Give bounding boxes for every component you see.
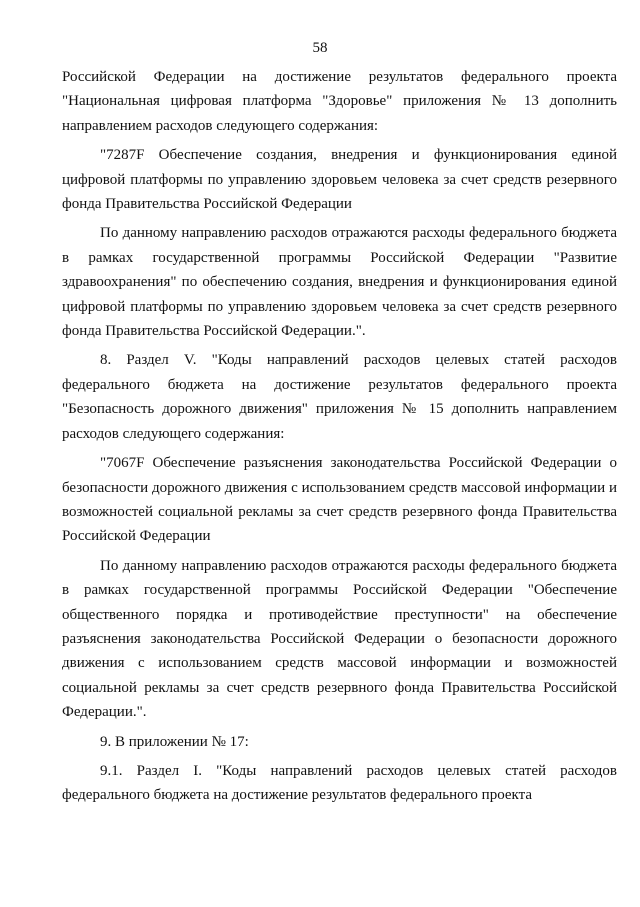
paragraph-code-7287f: "7287F Обеспечение создания, внедрения и функционирования единой цифровой платформы по управлению здоровьем человека за счет средств резервного фонда Правительства Российской Федерации [62,147,617,213]
paragraph-item-9-1: 9.1. Раздел I. "Коды направлений расходов целевых статей расходов федерального бюджета на достижение результатов федерального проекта [62,762,617,804]
paragraph-7287f-description: По данному направлению расходов отражаются расходы федерального бюджета в рамках государственной программы Российской Федерации "Развитие здравоохранения" по обеспечению создания, внедрения и функционирования единой цифровой платформы по управлению здоровьем человека за счет средств резервного фонда Правительства Российской Федерации.". [62,225,617,340]
paragraph-continuation: Российской Федерации на достижение результатов федерального проекта "Национальная цифровая платформа "Здоровье" приложения № 13 дополнить направлением расходов следующего содержания: [62,69,617,134]
page-number: 58 [312,40,328,56]
paragraph-code-7067f: "7067F Обеспечение разъяснения законодательства Российской Федерации о безопасности дорожного движения с использованием средств массовой информации и возможностей социальной рекламы за счет средств резервного фонда Правительства Российской Федерации [62,455,617,545]
paragraph-7067f-description: По данному направлению расходов отражаются расходы федерального бюджета в рамках государственной программы Российской Федерации "Обеспечение общественного порядка и противодействие преступности" на обеспечение разъяснения законодательства Российской Федерации о безопасности дорожного движения с использованием средств массовой информации и возможностей социальной рекламы за счет средств резервного фонда Правительства Российской Федерации.". [62,557,617,721]
paragraph-item-9: 9. В приложении № 17: [100,733,249,750]
paragraph-item-8: 8. Раздел V. "Коды направлений расходов целевых статей расходов федерального бюджета на достижение результатов федерального проекта "Безопасность дорожного движения" приложения № 15 дополнить направлением расходов следующего содержания: [62,352,617,442]
document-body [62,65,617,808]
